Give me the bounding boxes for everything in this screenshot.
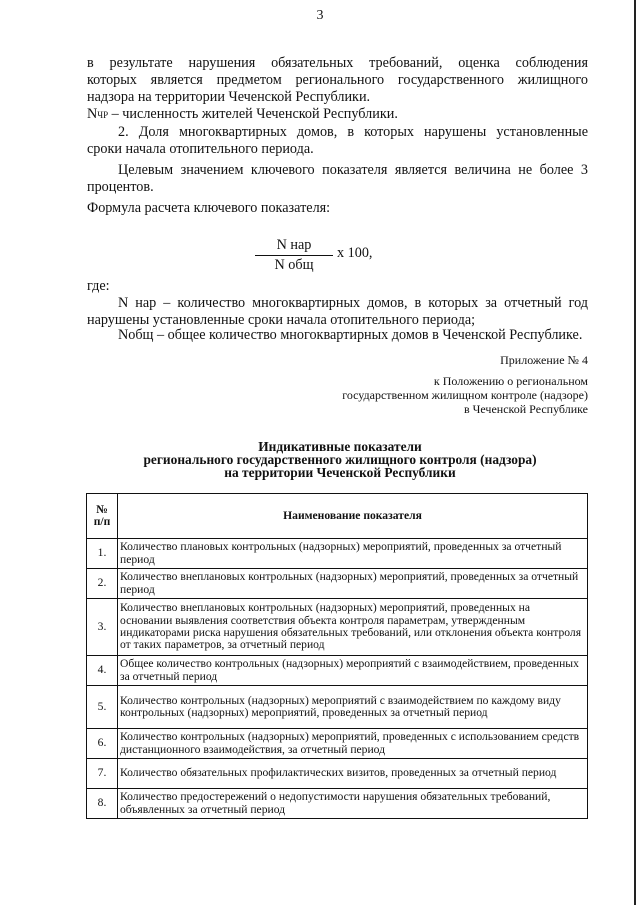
appendix-line: к Положению о региональном: [433, 374, 588, 388]
table-header-row: [87, 494, 588, 539]
header-indicator-name: Наименование показателя: [118, 494, 588, 539]
row-indicator-name: Количество внеплановых контрольных (надзорных) мероприятий, проведенных за отчетный период: [118, 569, 588, 599]
indicators-table: [86, 493, 588, 819]
formula-multiplier: x 100,: [337, 245, 373, 261]
formula: [255, 237, 395, 273]
text-line: в результате нарушения обязательных требований, оценка соблюдения: [87, 55, 588, 71]
text-line: Целевым значением ключевого показателя является величина не более 3: [118, 162, 588, 178]
table-row: [87, 789, 588, 819]
paragraph-target-value: [87, 162, 588, 196]
paragraph-key-indicator-2: [87, 124, 588, 158]
heading-line: регионального государственного жилищного контроля (надзора): [143, 452, 537, 467]
formula-denominator: N общ: [274, 257, 314, 273]
heading-line: Индикативные показатели: [258, 439, 422, 454]
row-number: 8.: [87, 789, 118, 819]
definition-n-total: Nобщ – общее количество многоквартирных домов в Чеченской Республике.: [118, 327, 583, 343]
definition-text: – численность жителей Чеченской Республики.: [108, 106, 398, 122]
definition-population: [87, 106, 588, 124]
appendix-title: Приложение № 4: [500, 353, 588, 367]
text-line: процентов.: [87, 179, 154, 195]
table-row: [87, 599, 588, 656]
row-indicator-name: Общее количество контрольных (надзорных) мероприятий с взаимодействием, проведенных за отчетный период: [118, 656, 588, 686]
table-row: [87, 759, 588, 789]
appendix-reference: [300, 374, 588, 416]
row-number: 3.: [87, 599, 118, 656]
header-number-abbr: п/п: [93, 515, 111, 528]
header-number-symbol: №: [96, 502, 108, 516]
definition-n-nar: [87, 295, 588, 329]
text-line: надзора на территории Чеченской Республики.: [87, 89, 371, 105]
table-row: [87, 569, 588, 599]
row-indicator-name: Количество плановых контрольных (надзорных) мероприятий, проведенных за отчетный период: [118, 539, 588, 569]
fraction-bar: [255, 255, 333, 256]
row-indicator-name: Количество предостережений о недопустимости нарушения обязательных требований, объявленных за отчетный период: [118, 789, 588, 819]
appendix-line: в Чеченской Республике: [463, 402, 588, 416]
text-line: нарушены установленные сроки начала отопительного периода;: [87, 312, 476, 328]
header-number: [87, 494, 118, 539]
symbol-subscript: ЧР: [97, 110, 109, 120]
row-number: 5.: [87, 686, 118, 729]
row-indicator-name: Количество обязательных профилактических визитов, проведенных за отчетный период: [118, 759, 588, 789]
text-line: которых является предметом регионального государственного жилищного: [87, 72, 588, 88]
symbol-n: N: [87, 106, 98, 122]
row-number: 6.: [87, 729, 118, 759]
row-number: 2.: [87, 569, 118, 599]
row-number: 7.: [87, 759, 118, 789]
row-indicator-name: Количество контрольных (надзорных) мероприятий, проведенных с использованием средств дистанционного взаимодействия, за отчетный период: [118, 729, 588, 759]
table-row: [87, 656, 588, 686]
indicators-heading: [60, 440, 620, 479]
table-row: [87, 729, 588, 759]
row-number: 4.: [87, 656, 118, 686]
row-indicator-name: Количество внеплановых контрольных (надзорных) мероприятий, проведенных на основании выявления соответствия объекта контроля параметрам, утвержденным индикаторами риска нарушения обязательных требований, или отклонения объекта контроля от таких параметров, за отчетный период: [118, 599, 588, 656]
where-label: где:: [87, 278, 110, 294]
appendix-line: государственном жилищном контроле (надзоре): [342, 388, 588, 402]
page-number: 3: [316, 8, 324, 23]
table-row: [87, 686, 588, 729]
heading-line: на территории Чеченской Республики: [224, 465, 456, 480]
paragraph-violation-assessment: [87, 55, 588, 106]
formula-numerator: N нар: [276, 237, 312, 253]
text-line: N нар – количество многоквартирных домов, в которых за отчетный год: [118, 295, 588, 311]
page-edge-line: [634, 0, 636, 905]
formula-fraction: [255, 237, 333, 274]
row-number: 1.: [87, 539, 118, 569]
row-indicator-name: Количество контрольных (надзорных) мероприятий с взаимодействием по каждому виду контрольных (надзорных) мероприятий, проведенных за отчетный период: [118, 686, 588, 729]
text-line: сроки начала отопительного периода.: [87, 141, 314, 157]
table-row: [87, 539, 588, 569]
text-line: 2. Доля многоквартирных домов, в которых нарушены установленные: [118, 124, 588, 140]
formula-label: Формула расчета ключевого показателя:: [87, 200, 331, 216]
